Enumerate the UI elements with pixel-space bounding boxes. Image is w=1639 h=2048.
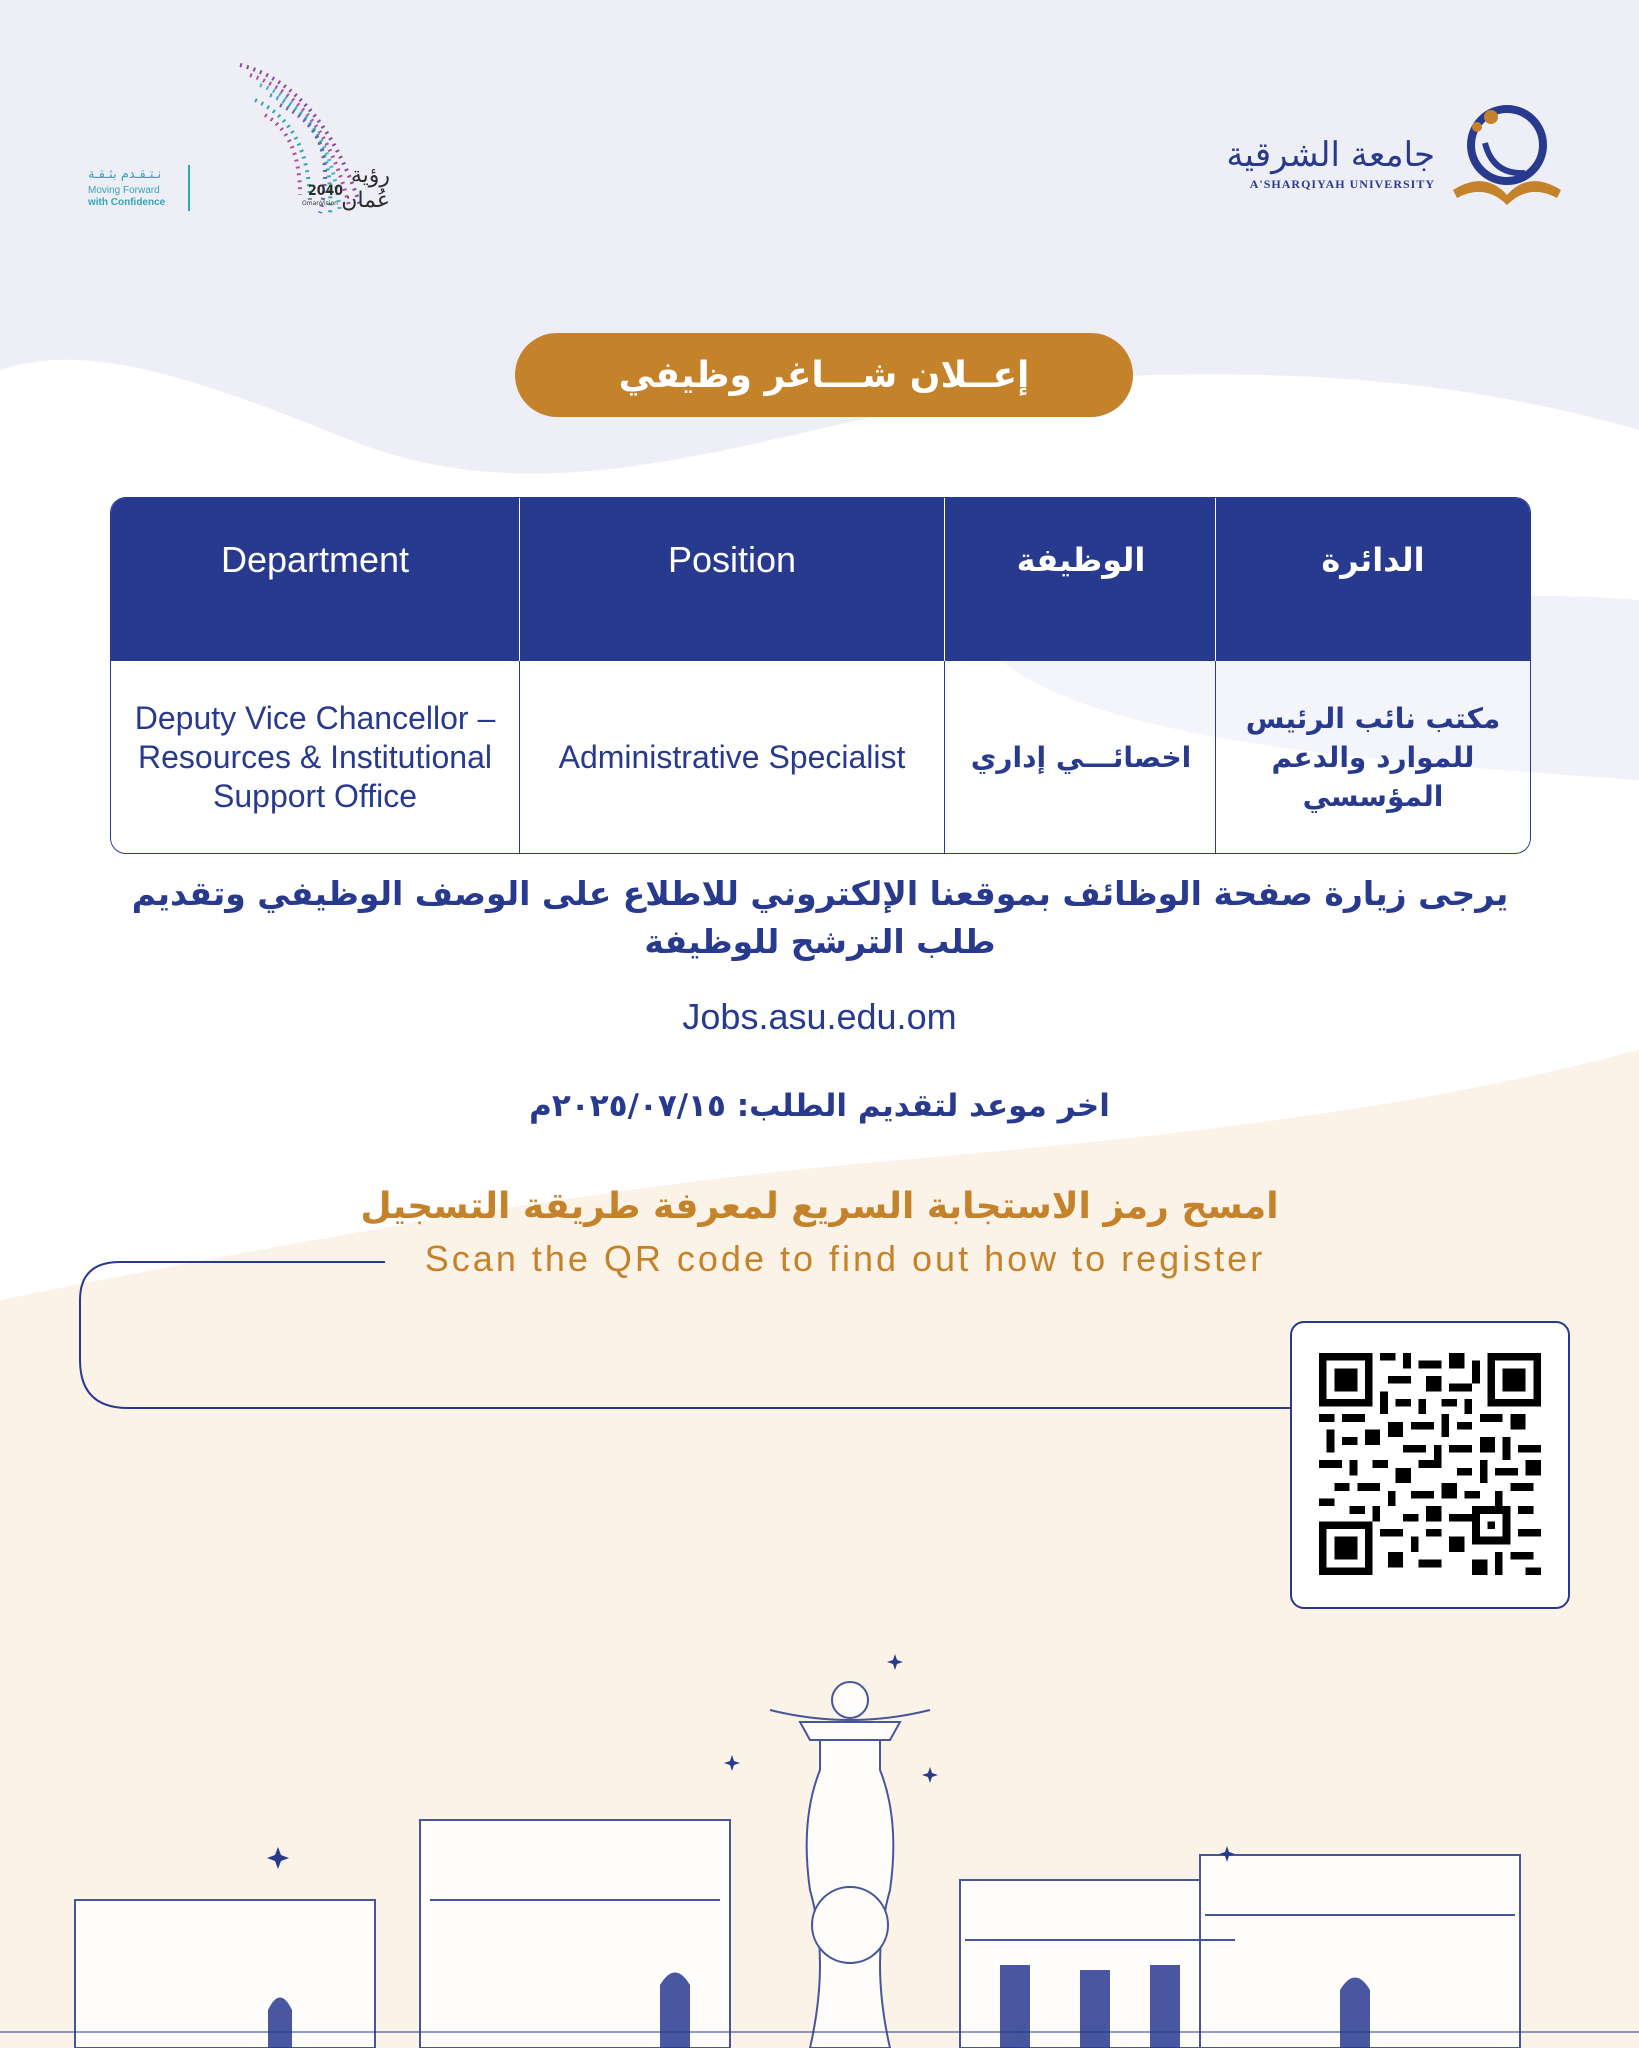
instruction-text: يرجى زيارة صفحة الوظائف بموقعنا الإلكتروني للاطلاع على الوصف الوظيفي وتقديم طلب الترشح للوظيفة [131,874,1509,961]
table-header-row [111,498,1530,661]
university-name-en: A'SHARQIYAH UNIVERSITY [1249,177,1435,191]
header-position-en: Position [520,498,945,661]
asharqiyah-university-logo [1225,95,1565,215]
university-name-ar: جامعة الشرقية [1226,135,1435,175]
header-department-en: Department [111,498,520,661]
vision-name-ar: رؤية عُمان [341,163,390,213]
university-emblem-icon [1445,95,1565,205]
cell-position-en: Administrative Specialist [520,661,945,853]
vision-tagline-en-1: Moving Forward [88,185,160,196]
header-department-ar: الدائرة [1216,498,1530,661]
qr-code-box[interactable] [1290,1321,1570,1609]
header-position-ar: الوظيفة [945,498,1216,661]
vision-tagline-en-2: with Confidence [88,197,166,208]
vision-divider [188,165,190,211]
vision-tagline-ar: نـتـقـدم بثـقـة [88,167,162,182]
vision-sub: OmanVision [302,200,338,207]
scan-instruction-ar: امسح رمز الاستجابة السريع لمعرفة طريقة التسجيل [360,1186,1279,1227]
jobs-website-link[interactable]: Jobs.asu.edu.om [682,996,957,1037]
cell-department-ar: مكتب نائب الرئيس للموارد والدعم المؤسسي [1216,661,1530,853]
table-row [111,661,1530,853]
qr-code-icon [1319,1353,1541,1575]
cell-position-ar: اخصائـــي إداري [945,661,1216,853]
job-vacancy-banner: إعــلان شـــاغر وظيفي [515,333,1133,417]
vision-year: 2040 [308,183,344,199]
cell-department-en: Deputy Vice Chancellor – Resources & Institutional Support Office [111,661,520,853]
oman-vision-2040-logo [80,55,390,225]
scan-instruction-en: Scan the QR code to find out how to register [424,1238,1266,1279]
vacancy-table [110,497,1531,854]
application-deadline: اخر موعد لتقديم الطلب: ٢٠٢٥/٠٧/١٥م [529,1088,1110,1124]
